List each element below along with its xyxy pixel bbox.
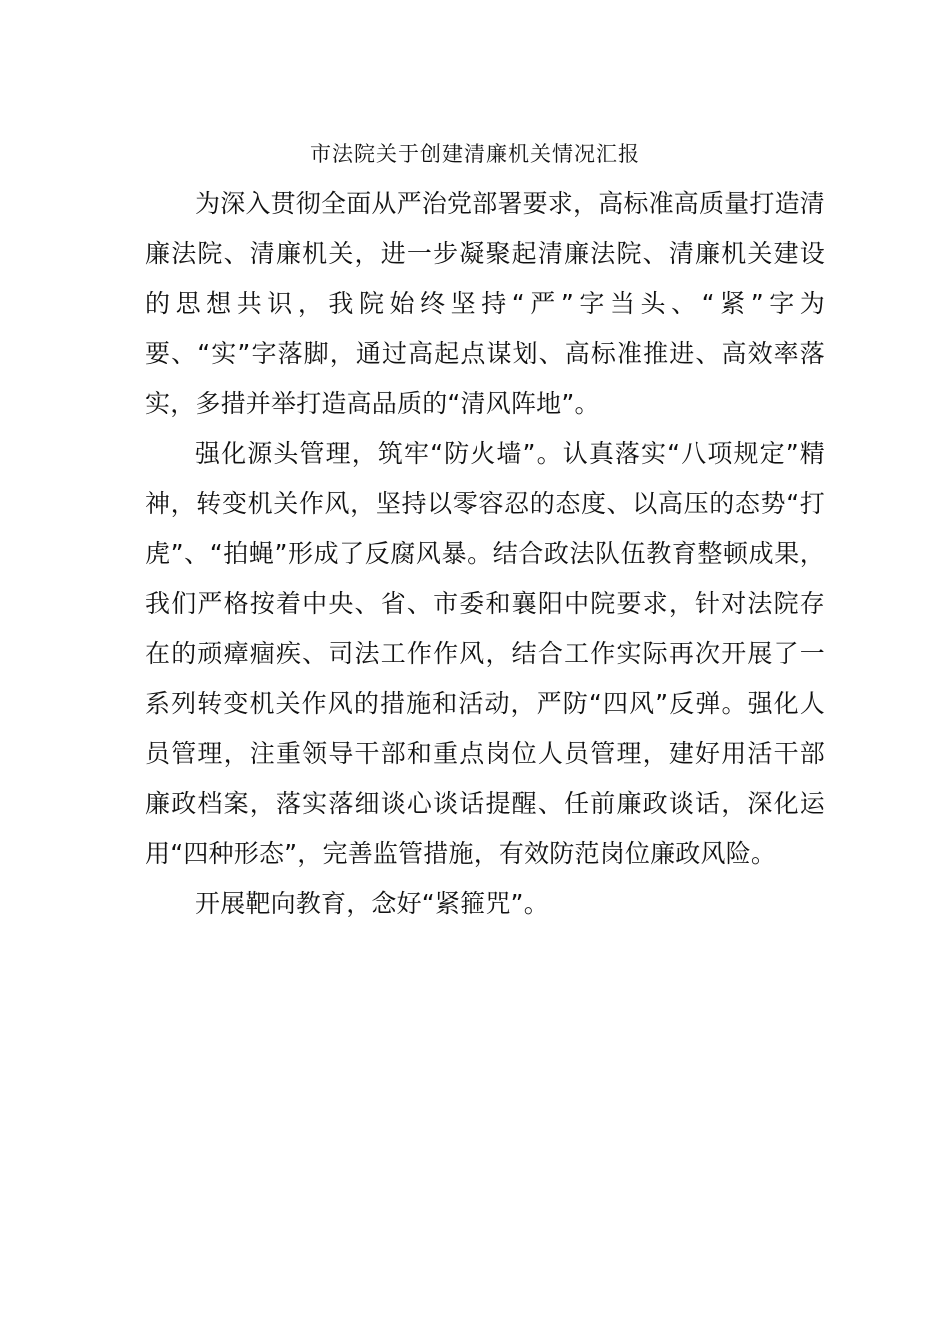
document-body <box>145 179 825 929</box>
paragraph-intro: 为深入贯彻全面从严治党部署要求，高标准高质量打造清廉法院、清廉机关，进一步凝聚起清廉法院、清廉机关建设的思想共识，我院始终坚持“严”字当头、“紧”字为要、“实”字落脚，通过高起点谋划、高标准推进、高效率落实，多措并举打造高品质的“清风阵地”。 <box>145 189 826 418</box>
paragraph-source-management: 强化源头管理，筑牢“防火墙”。认真落实“八项规定”精神，转变机关作风，坚持以零容忍的态度、以高压的态势“打虎”、“拍蝇”形成了反腐风暴。结合政法队伍教育整顿成果，我们严格按着中央、省、市委和襄阳中院要求，针对法院存在的顽瘴痼疾、司法工作作风，结合工作实际再次开展了一系列转变机关作风的措施和活动，严防“四风”反弹。强化人员管理，注重领导干部和重点岗位人员管理，建好用活干部廉政档案，落实落细谈心谈话提醒、任前廉政谈话，深化运用“四种形态”，完善监管措施，有效防范岗位廉政风险。 <box>145 439 825 868</box>
document-title: 市法院关于创建清廉机关情况汇报 <box>310 142 640 166</box>
paragraph-targeted-education: 开展靶向教育，念好“紧箍咒”。 <box>195 889 549 918</box>
